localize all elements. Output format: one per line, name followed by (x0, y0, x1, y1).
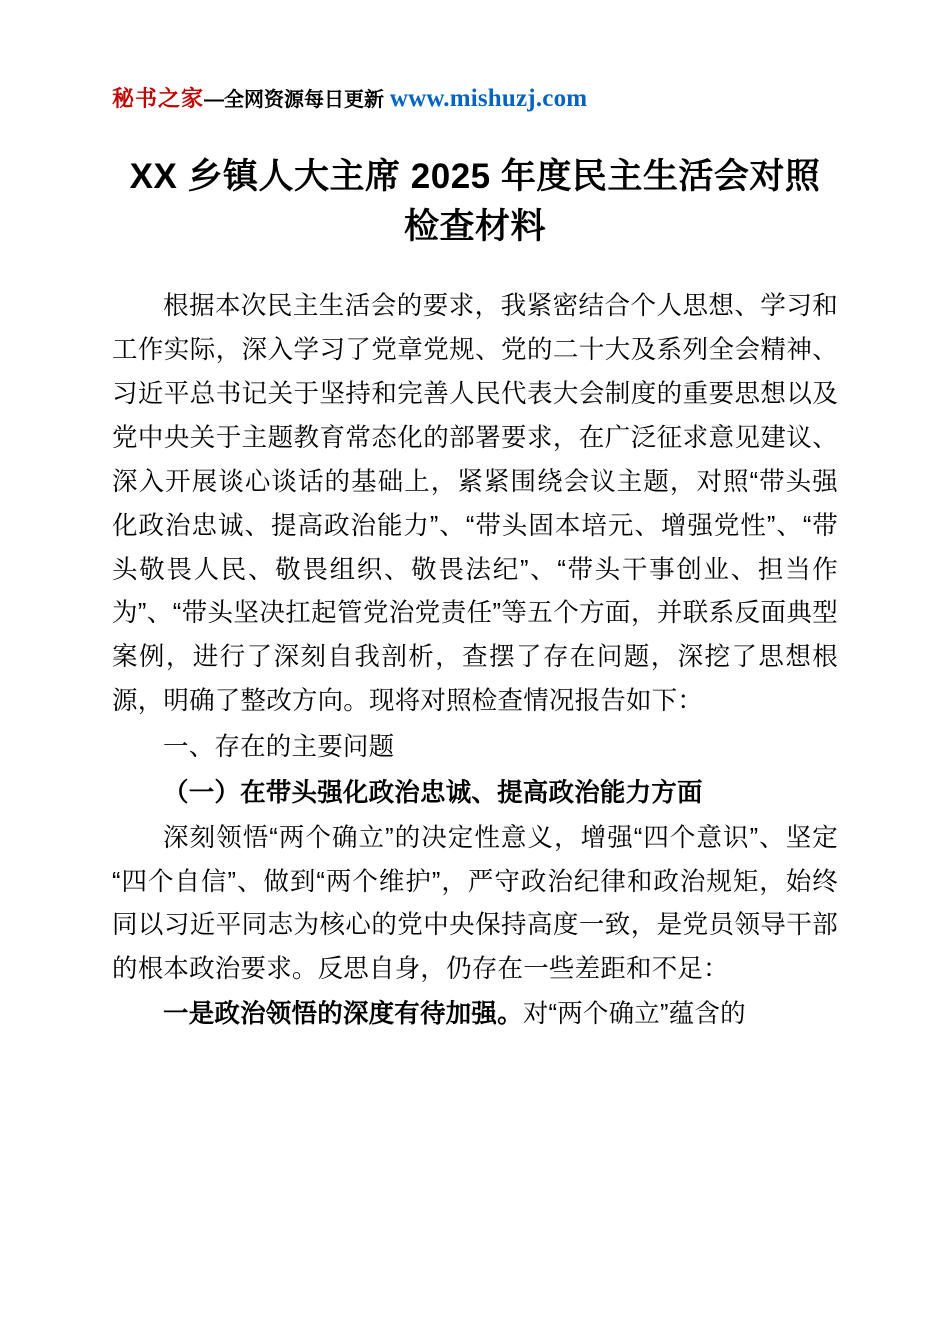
intro-paragraph: 根据本次民主生活会的要求，我紧密结合个人思想、学习和工作实际，深入学习了党章党规、党的二十大及系列全会精神、习近平总书记关于坚持和完善人民代表大会制度的重要思想以及党中央关于主题教育常态化的部署要求，在广泛征求意见建议、深入开展谈心谈话的基础上，紧紧围绕会议主题，对照“带头强化政治忠诚、提高政治能力”、“带头固本培元、增强党性”、“带头敬畏人民、敬畏组织、敬畏法纪”、“带头干事创业、担当作为”、“带头坚决扛起管党治党责任”等五个方面，并联系反面典型案例，进行了深刻自我剖析，查摆了存在问题，深挖了思想根源，明确了整改方向。现将对照检查情况报告如下： (112, 292, 838, 716)
list-item-one-text: 对“两个确立”蕴含的 (522, 1000, 746, 1029)
subsection-heading: （一）在带头强化政治忠诚、提高政治能力方面 (163, 778, 703, 807)
section-heading: 一、存在的主要问题 (163, 732, 395, 761)
site-watermark (112, 0, 838, 114)
watermark-separator: — (204, 89, 225, 111)
site-url-link[interactable]: www.mishuzj.com (389, 85, 588, 112)
document-body (112, 285, 838, 1037)
list-item-one-lead: 一是政治领悟的深度有待加强。 (163, 1000, 523, 1029)
watermark-tagline: 全网资源每日更新 (224, 89, 385, 111)
site-brand: 秘书之家 (112, 86, 205, 112)
page-title: XX 乡镇人大主席 2025 年度民主生活会对照检查材料 (129, 157, 821, 246)
subsection-paragraph: 深刻领悟“两个确立”的决定性意义，增强“四个意识”、坚定“四个自信”、做到“两个维护”，严守政治纪律和政治规矩，始终同以习近平同志为核心的党中央保持高度一致，是党员领导干部的根本政治要求。反思自身，仍存在一些差距和不足： (112, 823, 838, 984)
list-item-one (112, 993, 838, 1037)
